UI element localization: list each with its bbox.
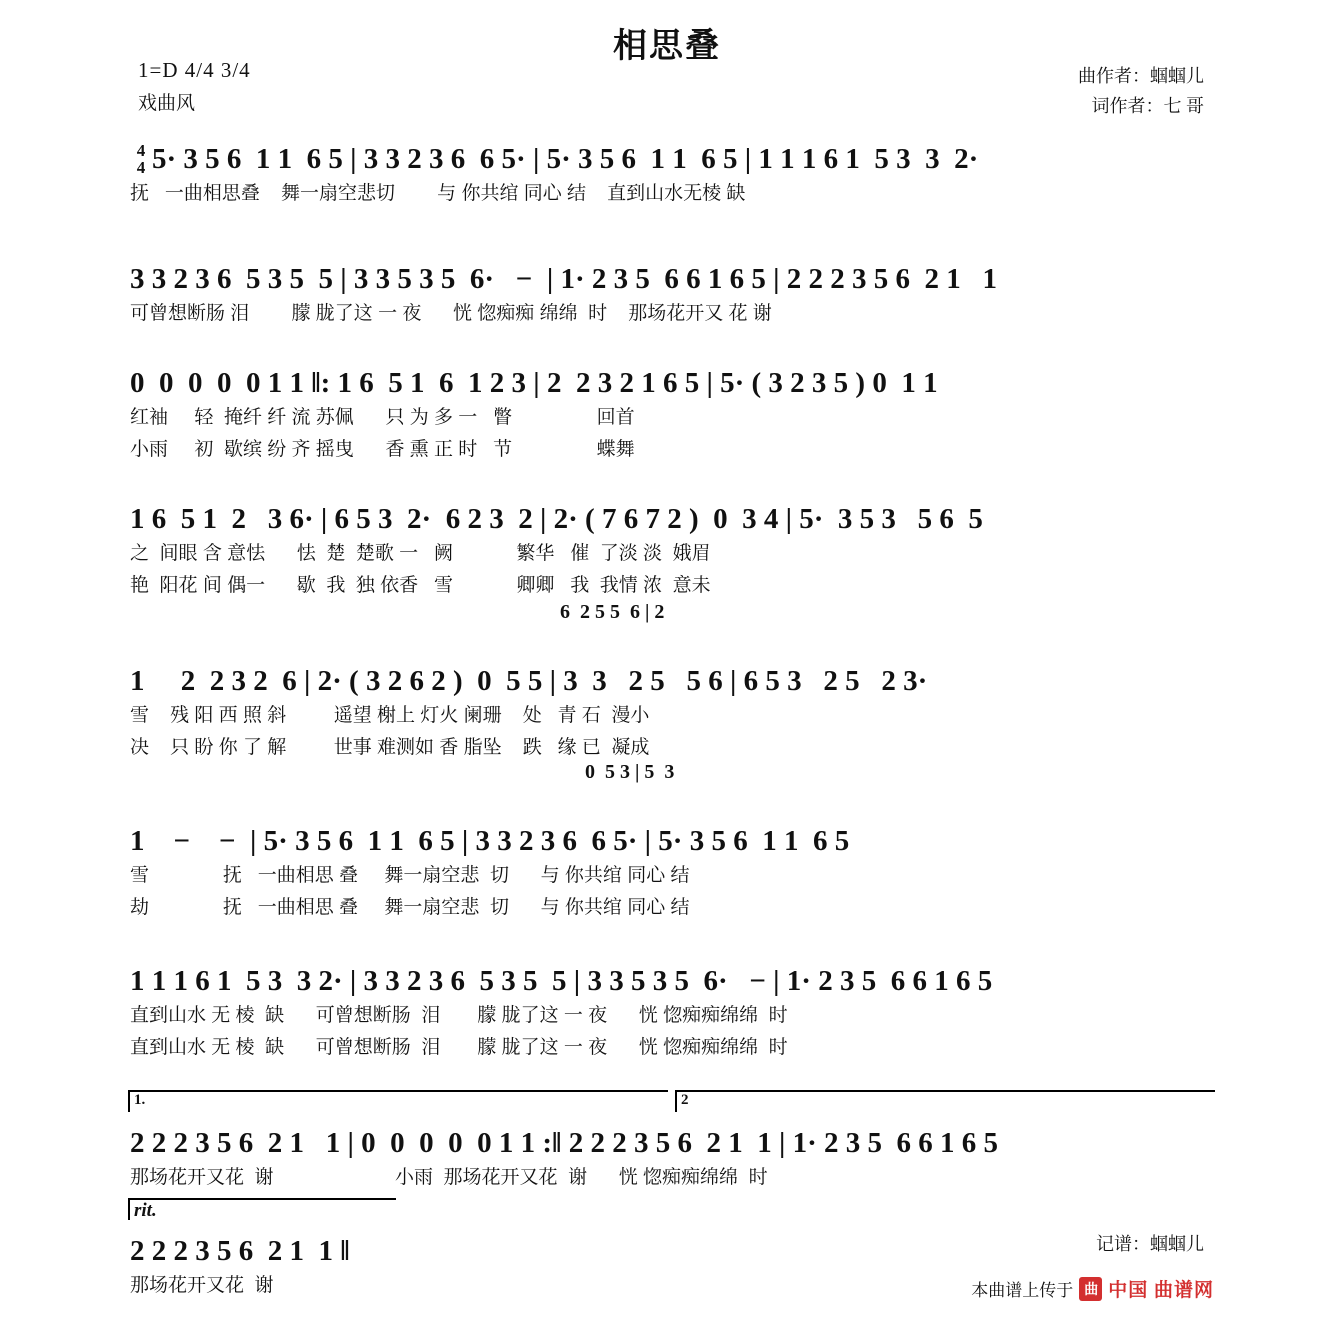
- system-8-lyrics-1: 那场花开又花 谢 小雨 那场花开又花 谢 恍 惚痴痴绵绵 时: [130, 1166, 768, 1188]
- system-2-lyrics-1: 可曾想断肠 泪 朦 胧了这 一 夜 恍 惚痴痴 绵绵 时 那场花开又 花 谢: [130, 302, 772, 324]
- page-title: 相思叠: [613, 28, 721, 65]
- style-mark: 戏曲风: [138, 93, 196, 114]
- system-3-notes: [130, 352, 1220, 400]
- final-bracket: [128, 1198, 396, 1220]
- system-6-notes: [130, 810, 1220, 858]
- composer-credit: 曲作者：蝈蝈儿: [1078, 66, 1204, 86]
- system-3-lyrics-2: 小雨 初 歇缤 纷 齐 摇曳 香 熏 正 时 节 蝶舞: [130, 438, 635, 460]
- ending-2-label: 2: [681, 1092, 689, 1108]
- system-4-notes: [130, 488, 1220, 536]
- system-3-lyrics-1: 红袖 轻 掩纤 纤 流 苏佩 只 为 多 一 瞥 回首: [130, 406, 635, 428]
- key-signature: 1=D 4/4 3/4: [138, 58, 251, 82]
- notes-text: 2 2 2 3 5 6 2 1 1 ‖: [130, 1235, 350, 1267]
- system-2-notes: [130, 248, 1220, 296]
- ending-1-label: 1.: [134, 1092, 146, 1108]
- system-6-lyrics-2: 劫 抚 一曲相思 叠 舞一扇空悲 切 与 你共绾 同心 结: [130, 896, 690, 918]
- system-7: [130, 950, 1220, 1060]
- system-8: [130, 1090, 1220, 1190]
- system-7-notes: [130, 950, 1220, 998]
- upload-footer: [971, 1275, 1214, 1302]
- system-4-extra-notes: 6 2 5 5 6 | 2: [560, 601, 665, 623]
- site-name[interactable]: 中国 曲谱网: [1108, 1280, 1214, 1301]
- system-4-lyrics-2: 艳 阳花 间 偶一 歇 我 独 依香 雪 卿卿 我 我情 浓 意未: [130, 574, 711, 596]
- site-logo-icon: 曲: [1079, 1277, 1102, 1301]
- system-5-lyrics-2: 决 只 盼 你 了 解 世事 难测如 香 脂坠 跌 缘 已 凝成: [130, 736, 650, 758]
- notes-text: 1 − − | 5· 3 5 6 1 1 6 5 | 3 3 2 3 6 6 5· | 5· 3 5 6 1 1 6 5: [130, 825, 850, 857]
- system-6-lyrics-1: 雪 抚 一曲相思 叠 舞一扇空悲 切 与 你共绾 同心 结: [130, 864, 690, 886]
- lyricist-credit: 词作者：七 哥: [1091, 96, 1204, 116]
- time-signature: 4 4: [136, 141, 146, 177]
- system-1: [130, 128, 1220, 206]
- ending-bracket-1: [128, 1090, 668, 1112]
- system-9-notes: [130, 1220, 1220, 1268]
- system-4: [130, 488, 1220, 624]
- system-9-lyrics-1: 那场花开又花 谢: [130, 1274, 274, 1296]
- system-8-notes: [130, 1112, 1220, 1160]
- notes-text: 3 3 2 3 6 5 3 5 5 | 3 3 5 3 5 6· − | 1· 2 3 5 6 6 1 6 5 | 2 2 2 3 5 6 2 1 1: [130, 263, 998, 295]
- system-5-extra-notes: 0 5 3 | 5 3: [585, 761, 675, 783]
- upload-text: 本曲谱上传于: [971, 1281, 1074, 1300]
- system-2: [130, 248, 1220, 326]
- system-7-lyrics-2: 直到山水 无 棱 缺 可曾想断肠 泪 朦 胧了这 一 夜 恍 惚痴痴绵绵 时: [130, 1036, 788, 1058]
- system-4-lyrics-1: 之 间眼 含 意怯 怯 楚 楚歌 一 阙 繁华 催 了淡 淡 娥眉: [130, 542, 711, 564]
- notes-text: 1 6 5 1 2 3 6· | 6 5 3 2· 6 2 3 2 | 2· ( 7 6 7 2 ) 0 3 4 | 5· 3 5 3 5 6 5: [130, 503, 983, 535]
- notes-text: 2 2 2 3 5 6 2 1 1 | 0 0 0 0 0 1 1 :‖ 2 2 2 3 5 6 2 1 1 | 1· 2 3 5 6 6 1 6 5: [130, 1127, 999, 1159]
- system-6: [130, 810, 1220, 920]
- system-3: [130, 352, 1220, 462]
- notes-text: 1 2 2 3 2 6 | 2· ( 3 2 6 2 ) 0 5 5 | 3 3 2 5 5 6 | 6 5 3 2 5 2 3·: [130, 665, 928, 697]
- ending-bracket-2: [675, 1090, 1215, 1112]
- tempo-mark-rit: rit.: [134, 1200, 157, 1221]
- system-1-notes: [130, 128, 1220, 176]
- transcriber-credit: 记谱：蝈蝈儿: [1096, 1234, 1204, 1254]
- system-7-lyrics-1: 直到山水 无 棱 缺 可曾想断肠 泪 朦 胧了这 一 夜 恍 惚痴痴绵绵 时: [130, 1004, 788, 1026]
- system-5-lyrics-1: 雪 残 阳 西 照 斜 遥望 榭上 灯火 阑珊 处 青 石 漫小: [130, 704, 650, 726]
- notes-text: 5· 3 5 6 1 1 6 5 | 3 3 2 3 6 6 5· | 5· 3 5 6 1 1 6 5 | 1 1 1 6 1 5 3 3 2·: [152, 143, 979, 175]
- system-5-notes: [130, 650, 1220, 698]
- notes-text: 0 0 0 0 0 1 1 ‖: 1 6 5 1 6 1 2 3 | 2 2 3 2 1 6 5 | 5· ( 3 2 3 5 ) 0 1 1: [130, 367, 938, 399]
- notes-text: 1 1 1 6 1 5 3 3 2· | 3 3 2 3 6 5 3 5 5 | 3 3 5 3 5 6· − | 1· 2 3 5 6 6 1 6 5: [130, 965, 993, 997]
- system-1-lyrics-1: 抚 一曲相思叠 舞一扇空悲切 与 你共绾 同心 结 直到山水无棱 缺: [130, 182, 746, 204]
- system-5: [130, 650, 1220, 784]
